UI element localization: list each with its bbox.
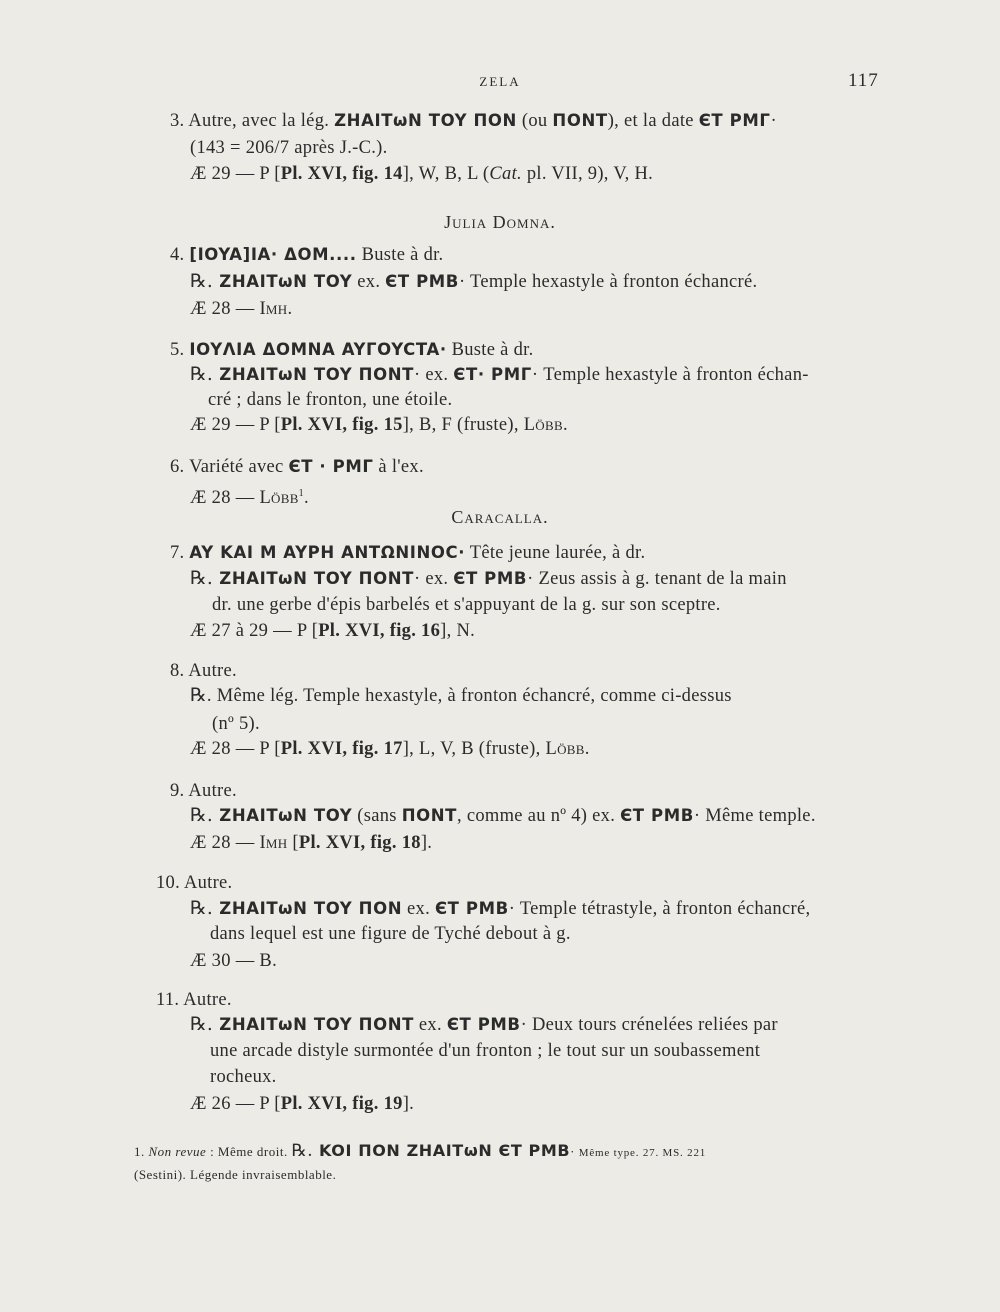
page-number: 117 bbox=[848, 70, 879, 91]
greek-legend: ZHAITωN TOY bbox=[219, 806, 353, 825]
entry-7-line-2: ℞. ZHAITωN TOY ΠONT· ex. ЄT PMB· Zeus assis à g. tenant de la main bbox=[190, 568, 787, 589]
entry-7-line-3: dr. une gerbe d'épis barbelés et s'appuyant de la g. sur son sceptre. bbox=[212, 595, 721, 615]
collection-abbrev: Imh bbox=[259, 833, 288, 853]
plate-reference: Pl. XVI, fig. 18 bbox=[298, 833, 421, 853]
plate-reference: Pl. XVI, fig. 15 bbox=[280, 415, 403, 435]
entry-8-line-3: (nº 5). bbox=[212, 714, 260, 734]
entry-6-line-1: 6. Variété avec ЄT · PMΓ à l'ex. bbox=[170, 457, 424, 477]
entry-9-line-1: 9. Autre. bbox=[170, 781, 237, 801]
entry-6-line-2: Æ 28 — Löbb$^1$. bbox=[190, 488, 309, 509]
plate-reference: Pl. XVI, fig. 19 bbox=[280, 1094, 403, 1114]
greek-legend: KOI ΠON ZHAITωN ЄT PMB bbox=[319, 1141, 571, 1160]
entry-5-line-4: Æ 29 — P [Pl. XVI, fig. 15], B, F (fruste), Löbb. bbox=[190, 415, 568, 435]
greek-legend: ZHAITωN TOY bbox=[219, 272, 353, 291]
entry-7-line-4: Æ 27 à 29 — P [Pl. XVI, fig. 16], N. bbox=[190, 621, 476, 641]
reverse-symbol: ℞. bbox=[190, 898, 220, 919]
greek-date: ЄT PMB bbox=[453, 569, 528, 588]
footnote-marker: 1 bbox=[298, 488, 304, 499]
entry-11-line-5: Æ 26 — P [Pl. XVI, fig. 19]. bbox=[190, 1094, 415, 1114]
entry-number: 9. bbox=[170, 781, 185, 801]
entry-11-line-4: rocheux. bbox=[210, 1067, 277, 1087]
collection-abbrev: Imh bbox=[259, 299, 288, 319]
plate-reference: Pl. XVI, fig. 17 bbox=[280, 739, 403, 759]
reverse-symbol: ℞. bbox=[190, 271, 220, 292]
entry-4-line-2: ℞. ZHAITωN TOY ex. ЄT PMB· Temple hexastyle à fronton échancré. bbox=[190, 271, 758, 292]
collection-abbrev: Löbb bbox=[545, 739, 585, 759]
entry-number: 8. bbox=[170, 661, 185, 681]
entry-number: 6. bbox=[170, 457, 185, 477]
entry-4-line-1: 4. [IOYA]IA· ΔOM.... Buste à dr. bbox=[170, 245, 444, 265]
entry-number: 3. bbox=[170, 111, 185, 131]
greek-legend: ZHAITωN TOY ΠON bbox=[334, 111, 517, 130]
entry-number: 4. bbox=[170, 245, 185, 265]
entry-9-line-3: Æ 28 — Imh [Pl. XVI, fig. 18]. bbox=[190, 833, 433, 853]
entry-5-line-1: 5. IOYΛIA ΔOMNA AYΓOYCTA· Buste à dr. bbox=[170, 340, 534, 360]
reverse-symbol: ℞. bbox=[190, 805, 220, 826]
greek-date: ЄT· PMΓ bbox=[453, 365, 532, 384]
footnote-line-1: 1. Non revue : Même droit. ℞. KOI ΠON ZHAITωN ЄT PMB· Même type. 27. MS. 221 bbox=[134, 1141, 707, 1161]
greek-date: ЄT PMB bbox=[446, 1015, 521, 1034]
greek-date: ЄT PMB bbox=[385, 272, 459, 291]
greek-legend: IOYΛIA ΔOMNA AYΓOYCTA· bbox=[189, 340, 447, 359]
entry-8-line-2: ℞. Même lég. Temple hexastyle, à fronton échancré, comme ci-dessus bbox=[190, 686, 732, 706]
footnote-line-2: (Sestini). Légende invraisemblable. bbox=[134, 1167, 337, 1182]
plate-reference: Pl. XVI, fig. 16 bbox=[318, 621, 441, 641]
reverse-symbol: ℞. bbox=[190, 568, 220, 589]
entry-7-line-1: 7. AY KAI M AYPH ANTΩNINOC· Tête jeune laurée, à dr. bbox=[170, 543, 646, 563]
greek-date: ЄT · PMΓ bbox=[288, 457, 374, 476]
plate-reference: Pl. XVI, fig. 14 bbox=[280, 164, 403, 184]
running-title: ZELA bbox=[479, 74, 521, 89]
entry-10-line-4: Æ 30 — B. bbox=[190, 951, 277, 971]
greek-legend: AY KAI M AYPH ANTΩNINOC· bbox=[189, 543, 466, 562]
greek-legend: ZHAITωN TOY ΠON bbox=[219, 899, 403, 918]
greek-legend: [IOYA]IA· ΔOM.... bbox=[189, 245, 357, 264]
reverse-symbol: ℞. bbox=[190, 1014, 220, 1035]
reverse-symbol: ℞. bbox=[291, 1141, 320, 1161]
entry-number: 11. bbox=[156, 990, 180, 1010]
greek-legend: ZHAITωN TOY ΠONT bbox=[219, 1015, 414, 1034]
entry-9-line-2: ℞. ZHAITωN TOY (sans ΠONT, comme au nº 4) ex. ЄT PMB· Même temple. bbox=[190, 805, 816, 826]
greek-legend: ΠONT bbox=[552, 111, 608, 130]
entry-3-line-1: 3. Autre, avec la lég. ZHAITωN TOY ΠON (ou ΠONT), et la date ЄT PMΓ· bbox=[170, 111, 777, 131]
entry-11-line-3: une arcade distyle surmontée d'un fronton ; le tout sur un soubassement bbox=[210, 1041, 761, 1061]
entry-4-line-3: Æ 28 — Imh. bbox=[190, 299, 293, 319]
entry-5-line-3: cré ; dans le fronton, une étoile. bbox=[208, 390, 453, 410]
greek-legend: ZHAITωN TOY ΠONT bbox=[219, 365, 414, 384]
entry-11-line-2: ℞. ZHAITωN TOY ΠONT ex. ЄT PMB· Deux tours crénelées reliées par bbox=[190, 1014, 778, 1035]
entry-number: 7. bbox=[170, 543, 185, 563]
reverse-symbol: ℞. bbox=[190, 364, 220, 385]
greek-legend: ΠONT bbox=[401, 806, 458, 825]
greek-legend: ZHAITωN TOY ΠONT bbox=[219, 569, 414, 588]
entry-8-line-4: Æ 28 — P [Pl. XVI, fig. 17], L, V, B (fruste), Löbb. bbox=[190, 739, 590, 759]
entry-8-line-1: 8. Autre. bbox=[170, 661, 237, 681]
greek-date: ЄT PMB bbox=[620, 806, 694, 825]
entry-3-line-3: Æ 29 — P [Pl. XVI, fig. 14], W, B, L (Cat. pl. VII, 9), V, H. bbox=[190, 164, 654, 184]
entry-3-line-2: (143 = 206/7 après J.-C.). bbox=[190, 138, 388, 158]
entry-5-line-2: ℞. ZHAITωN TOY ΠONT· ex. ЄT· PMΓ· Temple hexastyle à fronton échan- bbox=[190, 364, 809, 385]
greek-date: ЄT PMB bbox=[434, 899, 509, 918]
entry-11-line-1: 11. Autre. bbox=[156, 990, 232, 1010]
entry-10-line-1: 10. Autre. bbox=[156, 873, 233, 893]
collection-abbrev: Löbb bbox=[523, 415, 563, 435]
entry-10-line-3: dans lequel est une figure de Tyché debout à g. bbox=[210, 924, 571, 944]
entry-number: 5. bbox=[170, 340, 185, 360]
entry-10-line-2: ℞. ZHAITωN TOY ΠON ex. ЄT PMB· Temple tétrastyle, à fronton échancré, bbox=[190, 898, 811, 919]
section-title-julia-domna: Julia Domna. bbox=[444, 212, 556, 232]
entry-number: 10. bbox=[156, 873, 181, 893]
greek-date: ЄT PMΓ bbox=[698, 111, 771, 130]
section-title-caracalla: Caracalla. bbox=[451, 507, 549, 527]
collection-abbrev: Löbb bbox=[259, 488, 299, 509]
